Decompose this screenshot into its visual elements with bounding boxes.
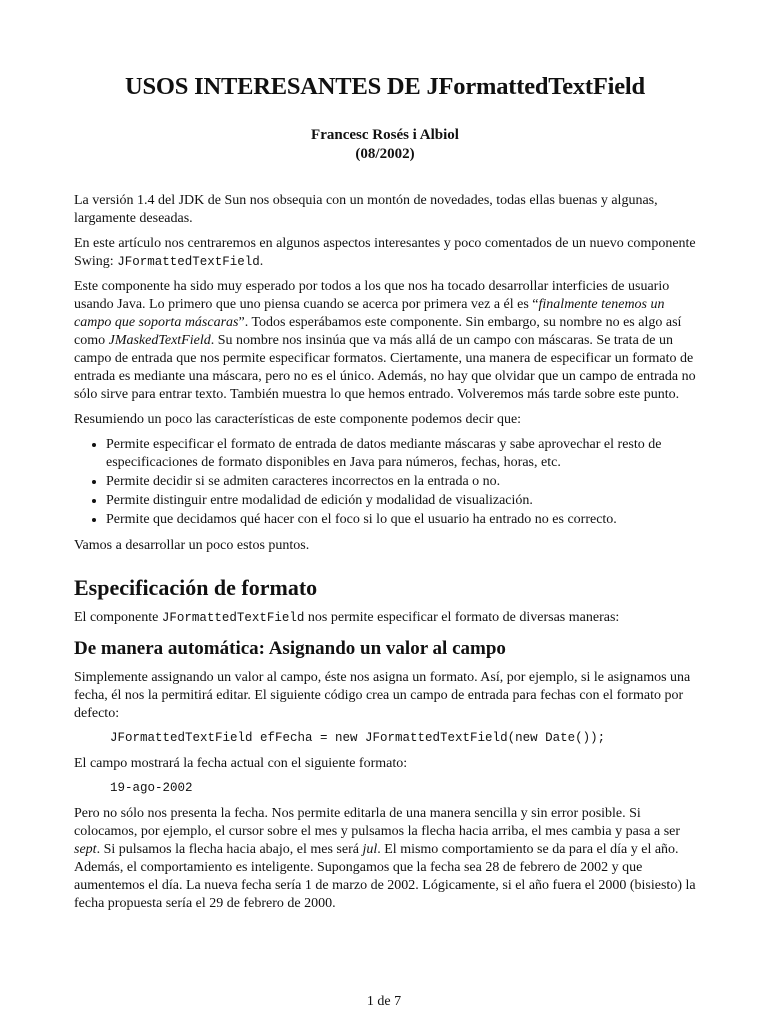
paragraph-summary: Resumiendo un poco las características de este componente podemos decir que: [74,412,522,427]
code-example: JFormattedTextField efFecha = new JFormattedTextField(new Date()); [110,731,606,745]
paragraph-next: Vamos a desarrollar un poco estos puntos. [74,538,310,553]
page-number: 1 de 7 [366,994,402,1009]
paragraph-intro: La versión 1.4 del JDK de Sun nos obsequia con un montón de novedades, todas ellas buenas y algunas, largamente deseadas. [74,193,658,226]
section-heading: Especificación de formato [74,575,318,600]
list-item: • Permite que decidamos qué hacer con el foco si lo que el usuario ha entrado no es correcto. [106,511,696,529]
author: Francesc Rosés i Albiol [311,127,459,143]
text-run: El componente [74,610,162,625]
paragraph-format: El campo mostrará la fecha actual con el siguiente formato: [74,756,408,771]
paragraph-assign: Simplemente assignando un valor al campo, éste nos asigna un formato. Así, por ejemplo, si le asignamos una fecha, él nos la permitirá editar. El siguiente código crea un campo de entrada para fechas con el formato por defecto: [74,670,691,721]
paragraph-focus [74,235,696,271]
text-run: . [259,254,264,269]
emphasis: finalmente tenemos un campo que soporta máscaras [74,297,665,330]
emphasis: JMaskedTextField [108,333,211,348]
text-run: ”. Todos esperábamos este componente. Sin embargo, su nombre no es algo así como [74,315,682,348]
paragraph-behavior [74,805,696,913]
subsection-heading: De manera automática: Asignando un valor al campo [74,638,506,659]
text-run: Pero no sólo nos presenta la fecha. Nos permite editarla de una manera sencilla y sin error posible. Si colocamos, por ejemplo, el cursor sobre el mes y pulsamos la flecha hacia arriba, el mes cambia y pasa a ser [74,806,681,839]
emphasis: sept [74,842,97,857]
text-run: Este componente ha sido muy esperado por todos a los que nos ha tocado desarrollar interficies de usuario usando Java. Lo primero que uno piensa cuando se acerca por primera vez a él es “ [74,279,670,312]
code-inline: JFormattedTextField [117,255,260,269]
page-title: USOS INTERESANTES DE JFormattedTextField [125,73,645,100]
text-run: . Si pulsamos la flecha hacia abajo, el mes será [96,842,363,857]
list-item: • Permite especificar el formato de entrada de datos mediante máscaras y sabe aprovechar el resto de especificaciones de formato disponibles en Java para números, fechas, horas, etc. [106,436,696,472]
feature-list [74,436,696,529]
publication-date: (08/2002) [355,146,415,162]
text-run: nos permite especificar el formato de diversas maneras: [304,610,620,625]
text-run: En este artículo nos centraremos en algunos aspectos interesantes y poco comentados de un nuevo componente Swing: [74,236,696,269]
list-item: • Permite distinguir entre modalidad de edición y modalidad de visualización. [106,492,696,510]
list-item: • Permite decidir si se admiten caracteres incorrectos en la entrada o no. [106,473,696,491]
code-output: 19-ago-2002 [110,781,193,795]
code-inline: JFormattedTextField [161,611,305,625]
paragraph-component [74,609,696,627]
emphasis: jul [362,842,378,857]
paragraph-description [74,278,696,404]
page-content [74,72,696,920]
text-run: . El mismo comportamiento se da para el día y el año. Además, el comportamiento es inteligente. Supongamos que la fecha sea 28 de febrero de 2002 y que aumentemos el día. La nueva fecha sería 1 de marzo de 2002. Lógicamente, si el año fuera el 2000 (bisiesto) la fecha propuesta sería el 29 de febrero de 2000. [74,842,696,911]
text-run: . Su nombre nos insinúa que va más allá de un campo con máscaras. Se trata de un campo de entrada que nos permite especificar formatos. Ciertamente, una manera de especificar un formato de entrada es mediante una máscara, pero no es el único. Además, no hay que olvidar que un campo de entrada no sólo sirve para entrar texto. También muestra lo que hemos entrado. Volveremos más tarde sobre este punto. [74,333,696,402]
